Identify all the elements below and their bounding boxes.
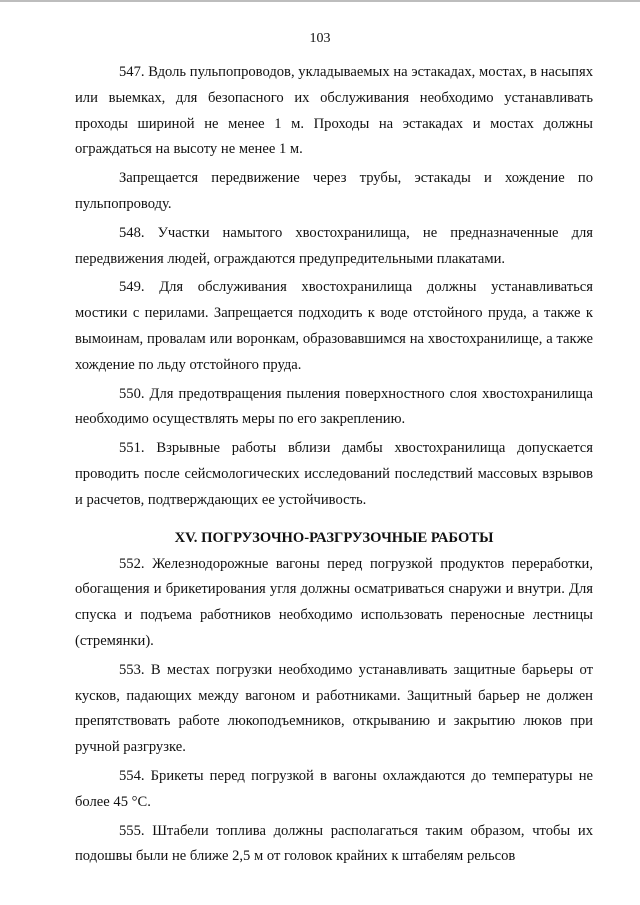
paragraph-552: 552. Железнодорожные вагоны перед погрузкой продуктов переработки, обогащения и брикетирования угля должны осматриваться снаружи и внутри. Для спуска и подъема работников необходимо использовать переносные лестницы (стремянки).	[75, 555, 593, 649]
page-top-edge	[0, 0, 640, 2]
paragraph-555: 555. Штабели топлива должны располагаться таким образом, чтобы их подошвы были не ближе 2,5 м от головок крайних к штабелям рельсов	[75, 822, 593, 865]
paragraph-548: 548. Участки намытого хвостохранилища, не предназначенные для передвижения людей, ограждаются предупредительными плакатами.	[75, 224, 593, 267]
document-body	[75, 60, 593, 870]
paragraph-547: 547. Вдоль пульпопроводов, укладываемых на эстакадах, мостах, в насыпях или выемках, для безопасного их обслуживания необходимо устанавливать проходы шириной не менее 1 м. Проходы на эстакадах и мостах должны ограждаться на высоту не менее 1 м.	[75, 64, 593, 158]
paragraph-554: 554. Брикеты перед погрузкой в вагоны охлаждаются до температуры не более 45 °С.	[75, 767, 593, 810]
section-heading: XV. ПОГРУЗОЧНО-РАЗГРУЗОЧНЫЕ РАБОТЫ	[174, 529, 494, 546]
paragraph-553: 553. В местах погрузки необходимо устанавливать защитные барьеры от кусков, падающих между вагоном и работниками. Защитный барьер не должен препятствовать работе люкоподъемников, открыванию и закрытию люков при ручной разгрузке.	[75, 661, 593, 756]
paragraph-550: 550. Для предотвращения пыления поверхностного слоя хвостохранилища необходимо осуществлять меры по его закреплению.	[75, 385, 593, 428]
paragraph-549: 549. Для обслуживания хвостохранилища должны устанавливаться мостики с перилами. Запрещается подходить к воде отстойного пруда, а также к вымоинам, провалам или воронкам, образовавшимся на хвостохранилище, а также хождение по льду отстойного пруда.	[75, 279, 593, 373]
page-number: 103	[309, 31, 331, 46]
paragraph-551: 551. Взрывные работы вблизи дамбы хвостохранилища допускается проводить после сейсмологических исследований последствий массовых взрывов и расчетов, подтверждающих ее устойчивость.	[75, 440, 593, 508]
paragraph-prohibition: Запрещается передвижение через трубы, эстакады и хождение по пульпопроводу.	[75, 170, 593, 212]
